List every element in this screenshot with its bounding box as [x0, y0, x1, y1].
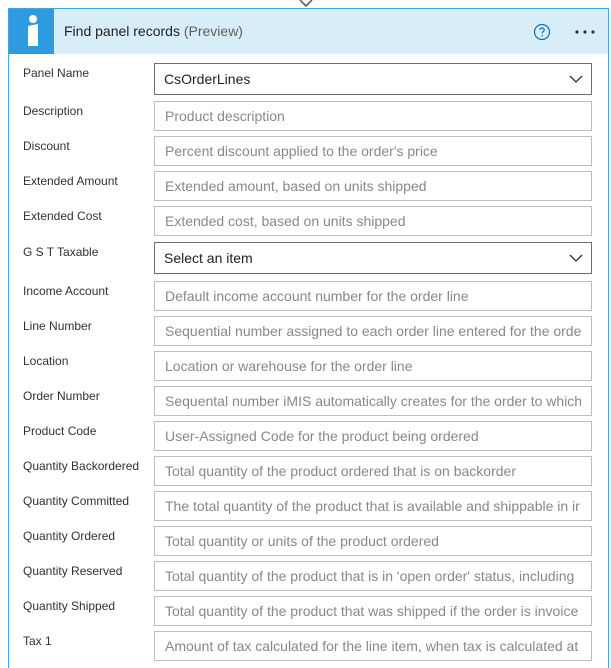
- quantity-ordered-label: Quantity Ordered: [23, 529, 116, 543]
- quantity-backordered-label: Quantity Backordered: [23, 459, 140, 473]
- imis-logo-icon: [9, 9, 54, 54]
- quantity-committed-label: Quantity Committed: [23, 494, 130, 508]
- flow-connector-arrow-icon: [299, 0, 313, 8]
- quantity-shipped-input[interactable]: [154, 596, 592, 626]
- discount-row: [9, 136, 608, 168]
- quantity-ordered-input[interactable]: [154, 526, 592, 556]
- location-input[interactable]: [154, 351, 592, 381]
- quantity-committed-input[interactable]: [154, 491, 592, 521]
- order-number-input[interactable]: [154, 386, 592, 416]
- chevron-down-icon: [569, 253, 583, 263]
- line-number-input[interactable]: [154, 316, 592, 346]
- extended-amount-row: [9, 171, 608, 203]
- gst-taxable-row: [9, 242, 608, 274]
- gst-taxable-dropdown[interactable]: [154, 242, 592, 274]
- quantity-reserved-row: [9, 561, 608, 593]
- extended-cost-label: Extended Cost: [23, 209, 102, 223]
- find-panel-records-action-card: [8, 8, 609, 668]
- quantity-shipped-label: Quantity Shipped: [23, 599, 116, 613]
- panel-name-dropdown[interactable]: [154, 63, 592, 95]
- location-label: Location: [23, 354, 69, 368]
- panel-name-value: CsOrderLines: [164, 71, 251, 87]
- quantity-backordered-row: [9, 456, 608, 488]
- preview-badge: (Preview): [183, 23, 243, 39]
- tax-1-row: [9, 631, 608, 663]
- quantity-reserved-input[interactable]: [154, 561, 592, 591]
- extended-amount-label: Extended Amount: [23, 174, 118, 188]
- line-number-label: Line Number: [23, 319, 92, 333]
- quantity-ordered-row: [9, 526, 608, 558]
- tax-1-input[interactable]: [154, 631, 592, 661]
- card-header[interactable]: [9, 9, 608, 54]
- extended-cost-row: [9, 206, 608, 238]
- line-number-row: [9, 316, 608, 348]
- quantity-shipped-row: [9, 596, 608, 628]
- more-options-icon[interactable]: [572, 20, 598, 44]
- income-account-label: Income Account: [23, 284, 109, 298]
- discount-label: Discount: [23, 139, 70, 153]
- chevron-down-icon: [569, 74, 583, 84]
- panel-name-row: [9, 63, 608, 95]
- income-account-input[interactable]: [154, 281, 592, 311]
- card-title-text: Find panel records: [64, 23, 180, 39]
- description-input[interactable]: [154, 101, 592, 131]
- extended-amount-input[interactable]: [154, 171, 592, 201]
- product-code-label: Product Code: [23, 424, 97, 438]
- tax-1-label: Tax 1: [23, 634, 52, 648]
- order-number-label: Order Number: [23, 389, 100, 403]
- description-row: [9, 101, 608, 133]
- product-code-input[interactable]: [154, 421, 592, 451]
- product-code-row: [9, 421, 608, 453]
- extended-cost-input[interactable]: [154, 206, 592, 236]
- card-title: [64, 9, 243, 54]
- description-label: Description: [23, 104, 84, 118]
- gst-taxable-value: Select an item: [164, 250, 253, 266]
- discount-input[interactable]: [154, 136, 592, 166]
- quantity-committed-row: [9, 491, 608, 523]
- order-number-row: [9, 386, 608, 418]
- gst-taxable-label: G S T Taxable: [23, 245, 99, 259]
- quantity-reserved-label: Quantity Reserved: [23, 564, 123, 578]
- quantity-backordered-input[interactable]: [154, 456, 592, 486]
- panel-name-label: Panel Name: [23, 66, 90, 80]
- income-account-row: [9, 281, 608, 313]
- location-row: [9, 351, 608, 383]
- help-icon[interactable]: [533, 23, 551, 41]
